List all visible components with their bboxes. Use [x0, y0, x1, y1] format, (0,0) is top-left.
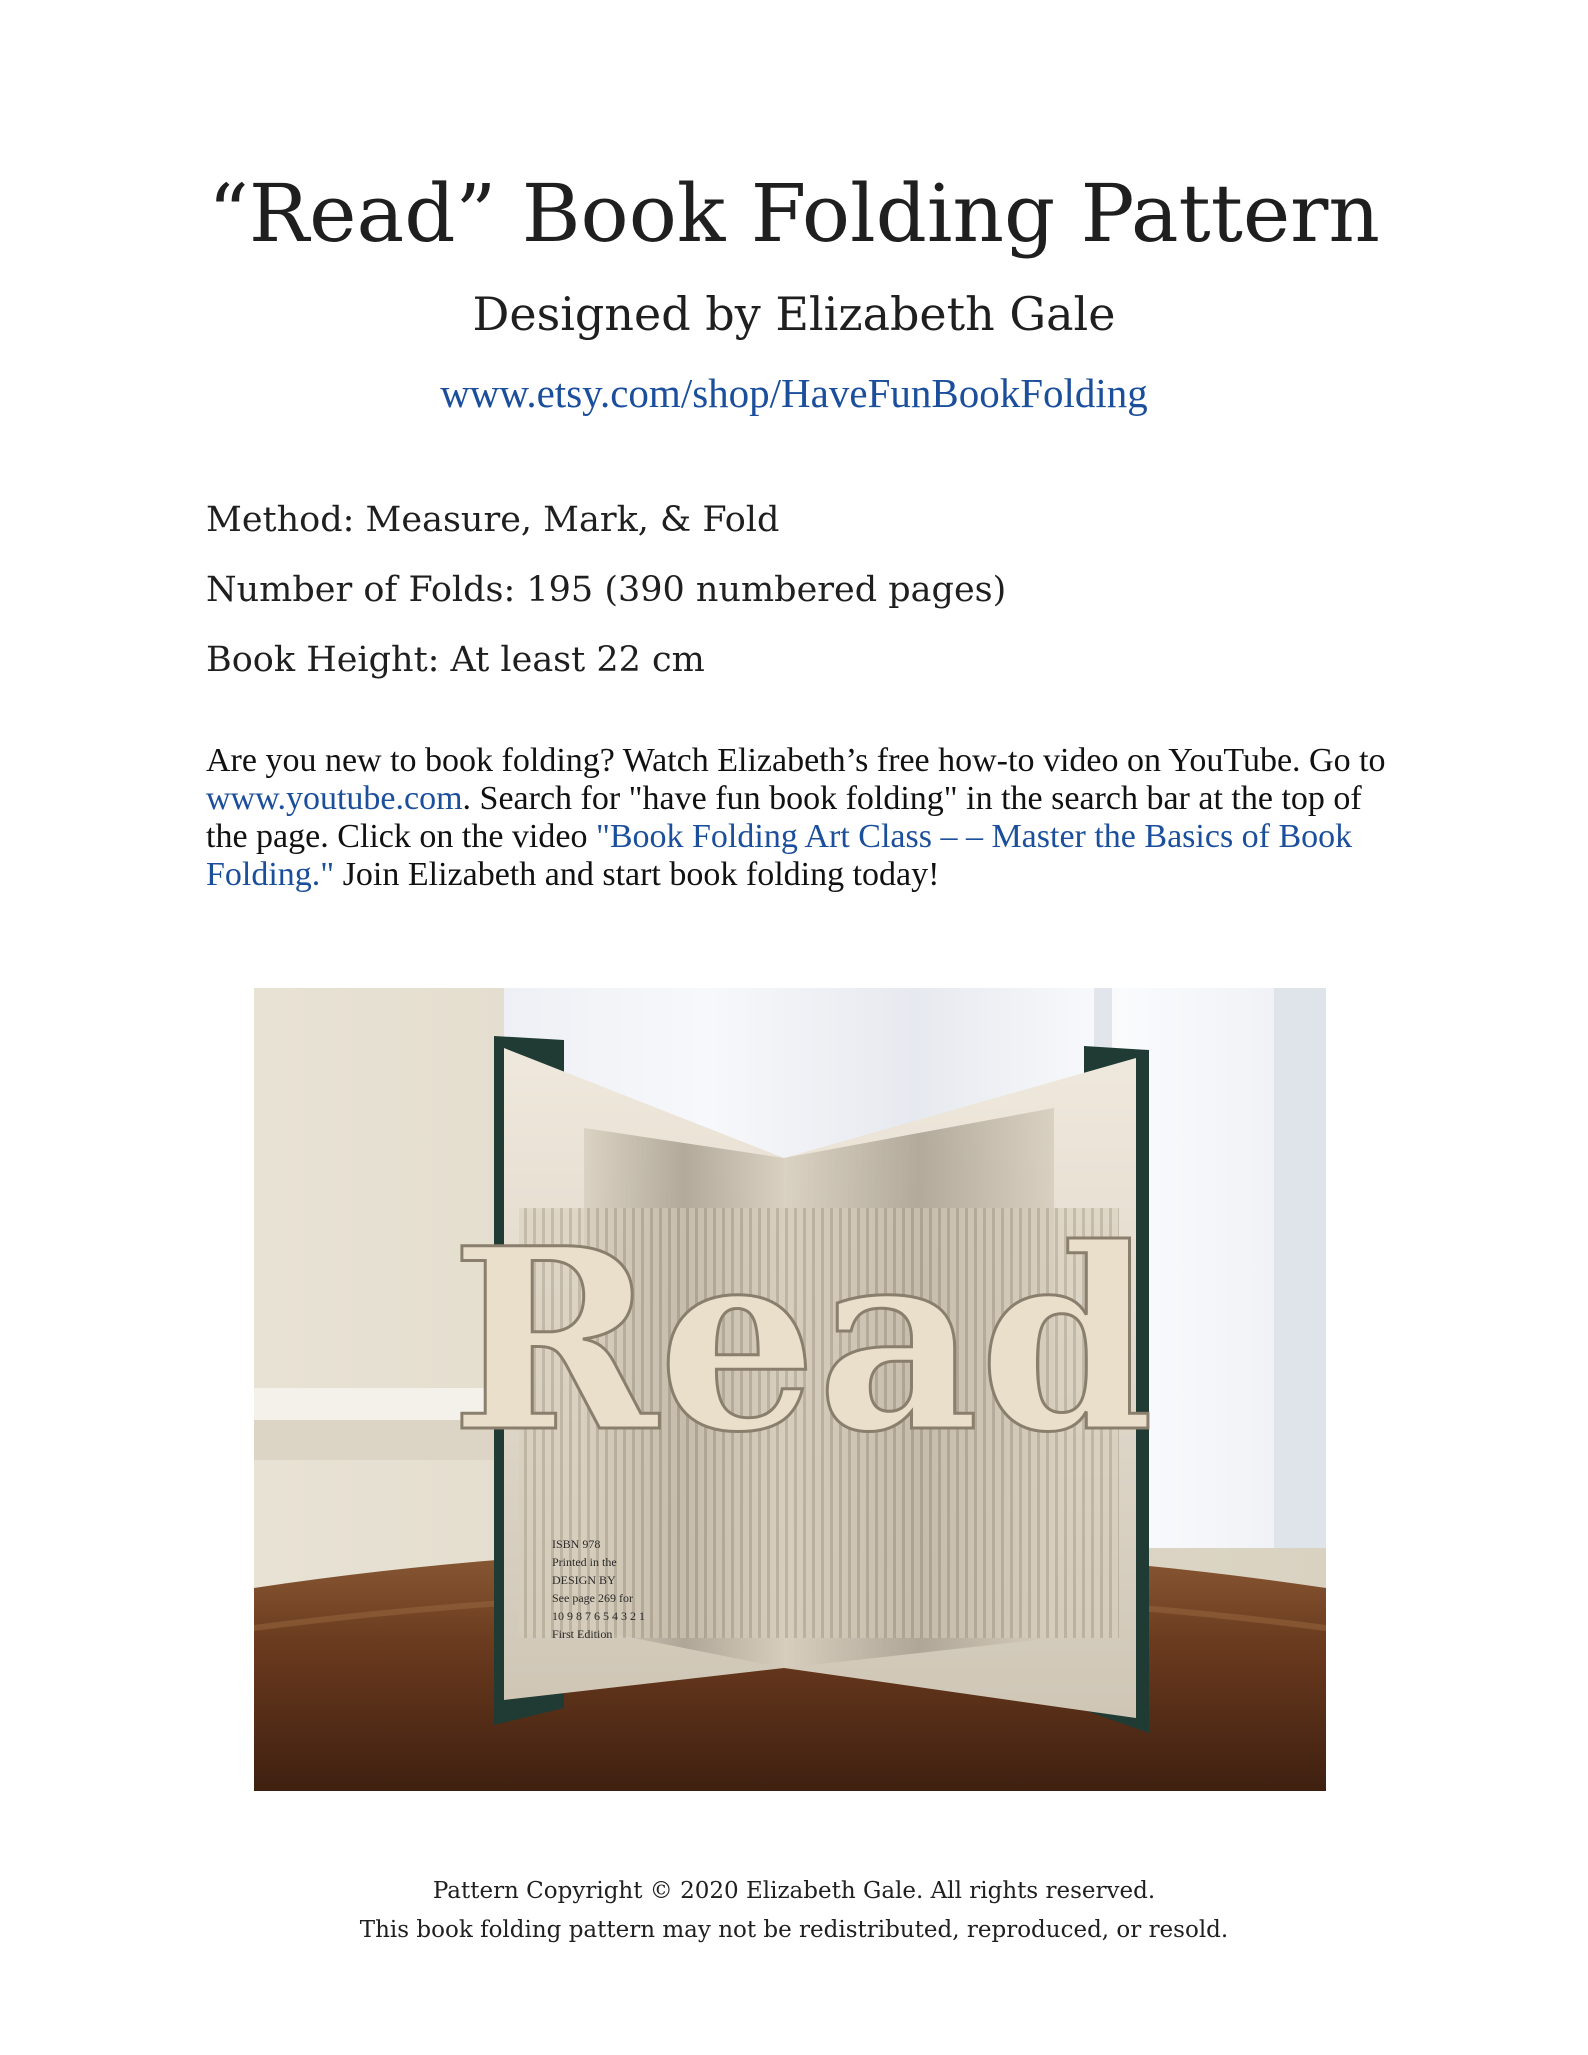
intro-text-1: Are you new to book folding? Watch Elizabeth’s free how-to video on YouTube. Go to: [206, 742, 1386, 779]
youtube-link[interactable]: www.youtube.com: [206, 780, 463, 817]
redistribution-notice: This book folding pattern may not be redistributed, reproduced, or resold.: [359, 1917, 1229, 1943]
intro-paragraph: [206, 742, 1386, 894]
folded-word: Read: [450, 1193, 1154, 1487]
page-title: “Read” Book Folding Pattern: [208, 167, 1380, 260]
etsy-shop-link[interactable]: www.etsy.com/shop/HaveFunBookFolding: [440, 370, 1148, 416]
spec-number-of-folds: Number of Folds: 195 (390 numbered pages): [206, 570, 1007, 610]
video-title-link[interactable]: "Book Folding Art Class – – Master the Basics of Book Folding.": [206, 818, 1353, 893]
imprint-line: DESIGN BY: [552, 1573, 616, 1587]
intro-text-2: . Search for "have fun book folding" in the search bar at the top of the page. Click on the video: [206, 780, 1362, 855]
copyright-notice: Pattern Copyright © 2020 Elizabeth Gale. All rights reserved.: [432, 1878, 1156, 1904]
folded-book-photo: [254, 988, 1326, 1791]
intro-text-3: Join Elizabeth and start book folding today!: [334, 856, 940, 893]
spec-book-height: Book Height: At least 22 cm: [206, 640, 705, 680]
imprint-line: Printed in the: [552, 1555, 617, 1569]
imprint-line: First Edition: [552, 1627, 613, 1641]
spec-method: Method: Measure, Mark, & Fold: [206, 500, 780, 540]
imprint-line: See page 269 for: [552, 1591, 633, 1605]
imprint-line: 10 9 8 7 6 5 4 3 2 1: [552, 1609, 645, 1623]
imprint-line: ISBN 978: [552, 1537, 601, 1551]
designer-credit: Designed by Elizabeth Gale: [472, 287, 1116, 341]
